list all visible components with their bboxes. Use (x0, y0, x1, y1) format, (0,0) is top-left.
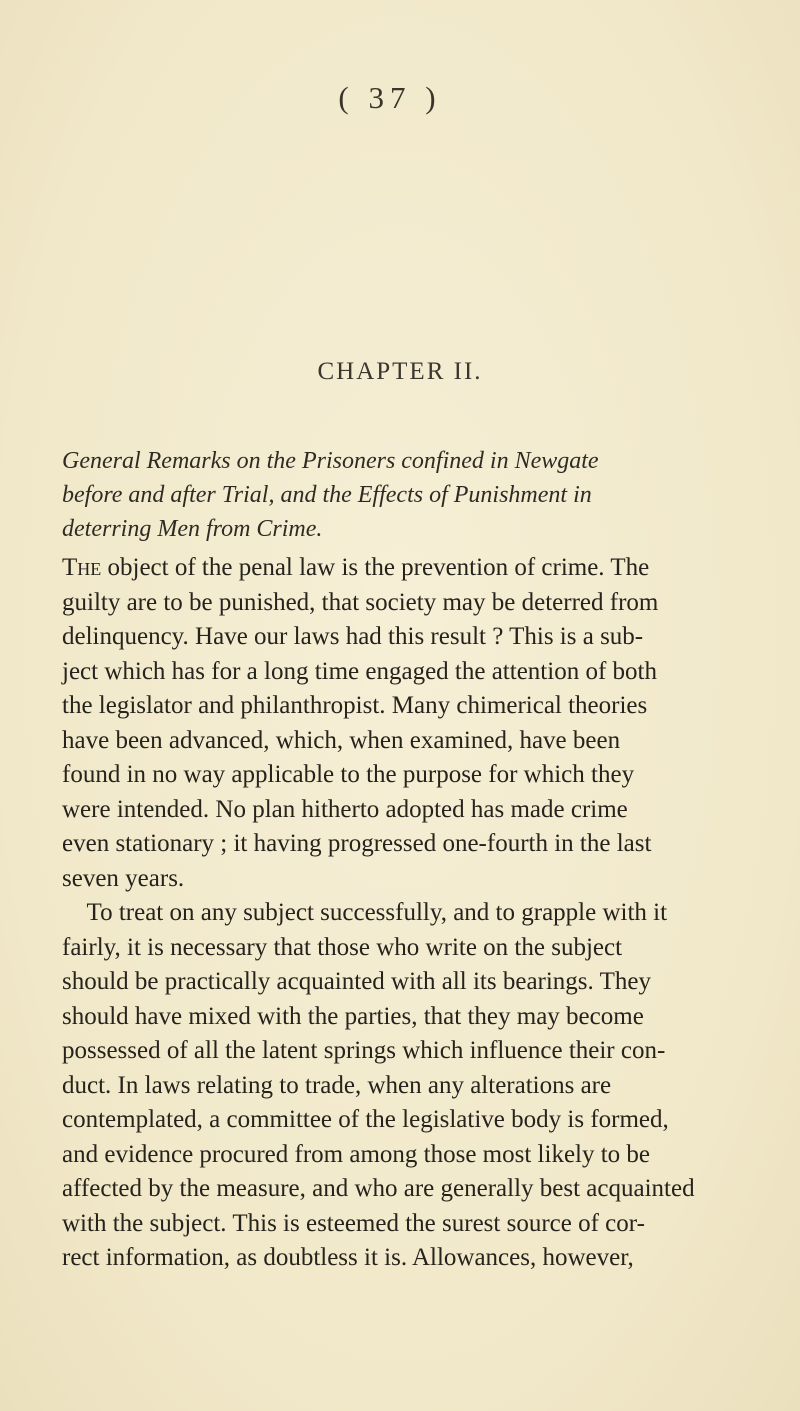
first-word: The (62, 554, 102, 581)
subtitle-line: before and after Trial, and the Effects of Punishment in (62, 482, 592, 508)
body-line: seven years. (62, 864, 185, 892)
body-line: the legislator and philanthropist. Many chimerical theories (62, 692, 648, 719)
body-line: To treat on any subject successfully, and to grapple with it (62, 899, 668, 926)
body-line: fairly, it is necessary that those who write on the subject (62, 933, 623, 961)
body-line: rect information, as doubtless it is. Allowances, however, (62, 1244, 634, 1271)
body-text (62, 551, 742, 1276)
body-line: delinquency. Have our laws had this result ? This is a sub- (62, 623, 644, 650)
body-line: have been advanced, which, when examined, have been (62, 726, 621, 754)
body-line: should have mixed with the parties, that they may become (62, 1002, 644, 1030)
body-line: contemplated, a committee of the legislative body is formed, (62, 1106, 669, 1133)
body-line: and evidence procured from among those most likely to be (62, 1140, 651, 1168)
first-line-rest: object of the penal law is the prevention of crime. The (101, 554, 650, 581)
subtitle-line: deterring Men from Crime. (62, 516, 323, 542)
body-line: with the subject. This is esteemed the surest source of cor- (62, 1209, 645, 1237)
body-line: guilty are to be punished, that society may be deterred from (62, 588, 659, 616)
subtitle-line: General Remarks on the Prisoners confined in Newgate (62, 448, 599, 474)
body-line: duct. In laws relating to trade, when any alterations are (62, 1071, 612, 1099)
body-line: affected by the measure, and who are generally best acquainted (62, 1175, 695, 1202)
body-line: even stationary ; it having progressed one-fourth in the last (62, 830, 652, 857)
body-line: ject which has for a long time engaged the attention of both (62, 657, 657, 685)
body-line: found in no way applicable to the purpose for which they (62, 761, 635, 788)
body-line: possessed of all the latent springs which influence their con- (62, 1037, 666, 1064)
body-line: were intended. No plan hitherto adopted has made crime (62, 795, 628, 823)
body-line-first (62, 551, 742, 586)
body-line: should be practically acquainted with all its bearings. They (62, 968, 651, 995)
chapter-subtitle (62, 444, 762, 546)
chapter-title: CHAPTER II. (317, 358, 483, 385)
page-number: ( 37 ) (338, 80, 442, 115)
